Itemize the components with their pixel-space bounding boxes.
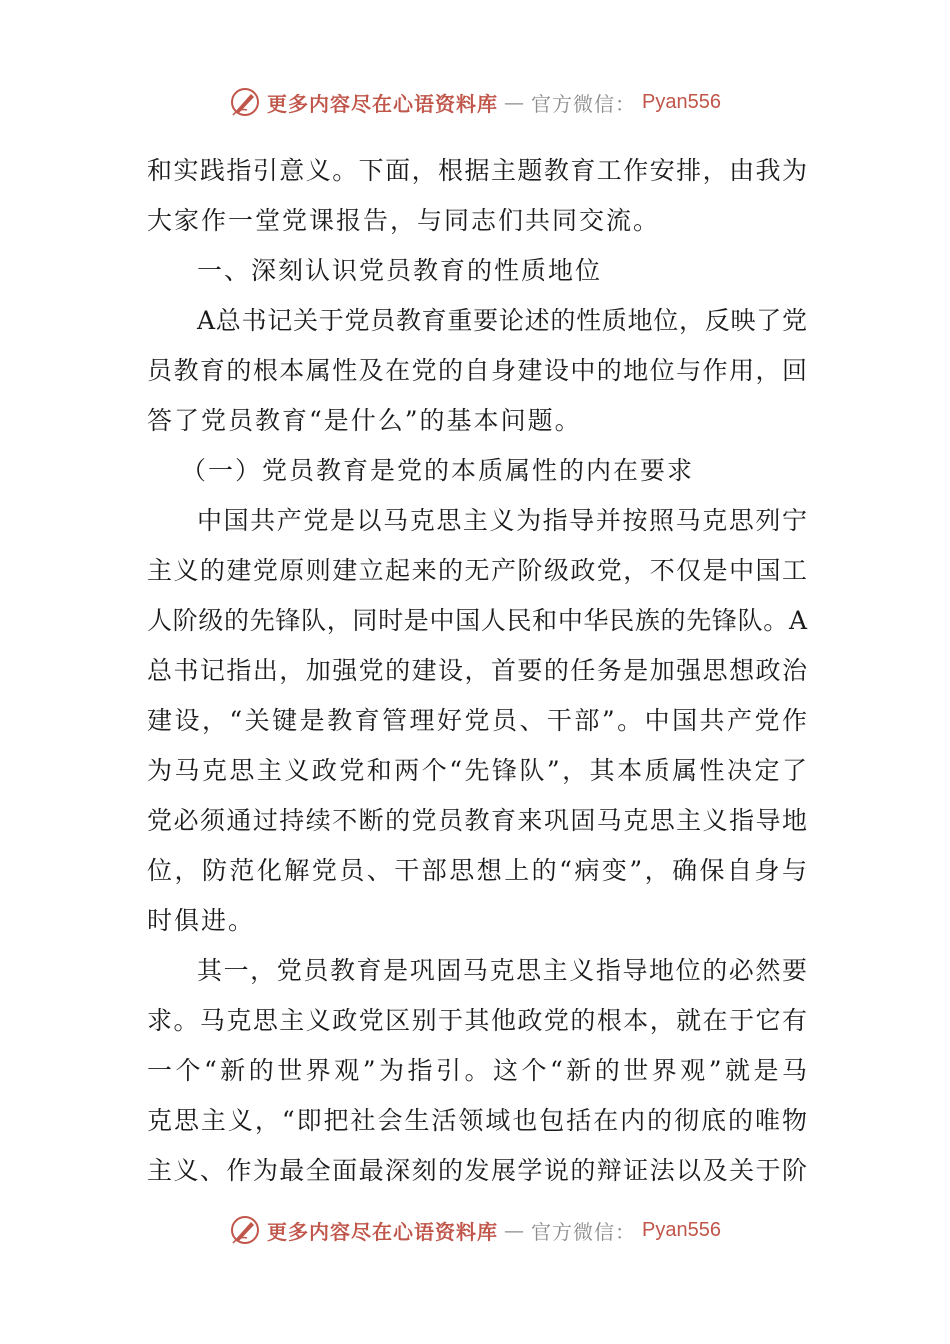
footer-watermark (0, 1210, 950, 1250)
paragraph-line: 克思主义，“即把社会生活领域也包括在内的彻底的唯物 (147, 1106, 807, 1135)
header-watermark (0, 82, 950, 122)
paragraph-line: 党必须通过持续不断的党员教育来巩固马克思主义指导地 (147, 806, 807, 835)
paragraph-line: 员教育的根本属性及在党的自身建设中的地位与作用，回 (147, 356, 807, 385)
paragraph-line: 和实践指引意义。下面，根据主题教育工作安排，由我为 (147, 156, 807, 185)
paragraph-line: 中国共产党是以马克思主义为指导并按照马克思列宁 (197, 506, 807, 535)
section-heading: 一、深刻认识党员教育的性质地位 (197, 256, 603, 285)
paragraph-line: 总书记指出，加强党的建设，首要的任务是加强思想政治 (147, 656, 807, 685)
pen-circle-logo-icon (229, 1214, 261, 1246)
paragraph-line: A总书记关于党员教育重要论述的性质地位，反映了党 (197, 306, 807, 335)
watermark-brand: 更多内容尽在心语资料库 (267, 1219, 499, 1244)
paragraph-line: 建设，“关键是教育管理好党员、干部”。中国共产党作 (147, 706, 807, 735)
paragraph-line: 求。马克思主义政党区别于其他政党的根本，就在于它有 (147, 1006, 807, 1035)
watermark-brand: 更多内容尽在心语资料库 (267, 91, 499, 116)
paragraph-line: 主义的建党原则建立起来的无产阶级政党，不仅是中国工 (147, 556, 807, 585)
paragraph-line: 时俱进。 (147, 906, 256, 935)
paragraph-line: 位，防范化解党员、干部思想上的“病变”，确保自身与 (147, 856, 807, 885)
watermark-separator: — (504, 1218, 526, 1242)
subsection-heading: （一）党员教育是党的本质属性的内在要求 (181, 456, 695, 485)
document-body (147, 146, 807, 1196)
paragraph-line: 答了党员教育“是什么”的基本问题。 (147, 406, 582, 435)
paragraph-line: 人阶级的先锋队，同时是中国人民和中华民族的先锋队。A (147, 606, 807, 635)
watermark-separator: — (504, 90, 526, 114)
paragraph-line: 主义、作为最全面最深刻的发展学说的辩证法以及关于阶 (147, 1156, 807, 1185)
watermark-wechat-id: Pyan556 (642, 90, 721, 113)
watermark-label: 官方微信： (531, 1219, 637, 1244)
paragraph-line: 为马克思主义政党和两个“先锋队”，其本质属性决定了 (147, 756, 807, 785)
paragraph-line: 其一，党员教育是巩固马克思主义指导地位的必然要 (197, 956, 807, 985)
watermark-wechat-id: Pyan556 (642, 1218, 721, 1241)
paragraph-line: 一个“新的世界观”为指引。这个“新的世界观”就是马 (147, 1056, 807, 1085)
watermark-label: 官方微信： (531, 91, 637, 116)
paragraph-line: 大家作一堂党课报告，与同志们共同交流。 (147, 206, 661, 235)
pen-circle-logo-icon (229, 86, 261, 118)
